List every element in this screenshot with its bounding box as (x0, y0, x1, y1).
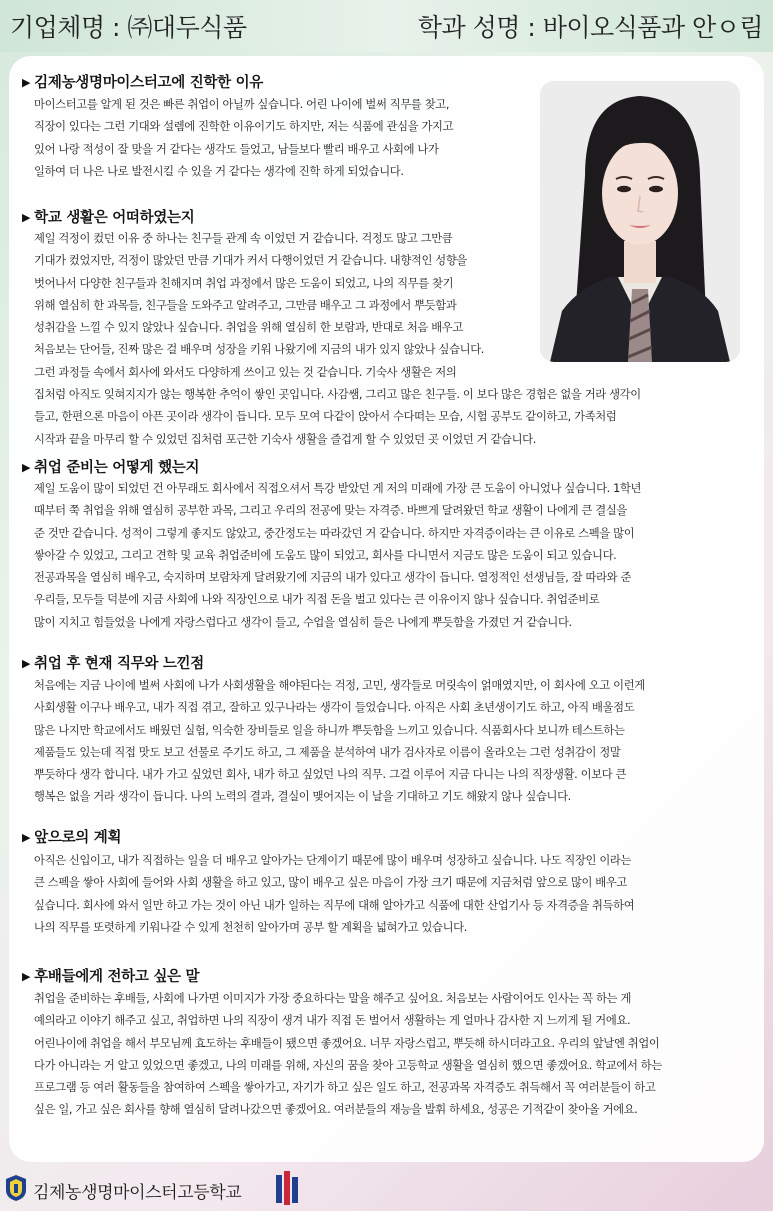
triangle-bullet-icon: ▶ (22, 211, 31, 224)
school-name: 김제농생명마이스터고등학교 (33, 1183, 242, 1203)
triangle-bullet-icon: ▶ (22, 831, 31, 844)
section-body-current-job: 처음에는 지금 나이에 벌써 사회에 나가 사회생활을 해야된다는 걱정, 고민, 생각들로 머릿속이 얽매였지만, 이 회사에 오고 이런게 사회생활 이구나 배우고, 내가 직접 겪고, 잘하고 있구나라는 생각이 들었습니다. 아직은 사회 초년생이기도 하고, 아직 배울점도 많은 나지만 학교에서도 배웠던 실험, 익숙한 장비들로 일을 하니까 뿌듯함을 느끼고 있습니다. 식품회사다 보니까 테스트하는 제품들도 있는데 직접 맛도 보고 선물로 주기도 하고, 그 제품을 분석하여 내가 검사자로 이름이 올라오는 그런 성취감이 정말 뿌듯하다 생각 합니다. 내가 가고 싶었던 회사, 내가 하고 싶었던 나의 직무. 그걸 이루어 지금 다니는 나의 직장생활. 이보다 큰 행복은 없을 거라 생각이 듭니다. 나의 노력의 결과, 결실이 맺어지는 이 날을 기대하고 기도 해왔지 않나 싶습니다. (34, 679, 645, 804)
triangle-bullet-icon: ▶ (22, 970, 31, 983)
section-body-job-prep: 제일 도움이 많이 되었던 건 아무래도 회사에서 직접오셔서 특강 받았던 게 저의 미래에 가장 큰 도움이 아니었나 싶습니다. 1학년 때부터 쭉 취업을 위해 열심히 공부한 과목, 그리고 우리의 전공에 맞는 자격증. 바쁘게 달려왔던 학교 생활이 나에게 큰 결실을 준 것만 같습니다. 성적이 그렇게 좋지도 않았고, 중간정도는 따라갔던 거 같습니다. 하지만 자격증이라는 큰 이유로 스펙을 많이 쌓아갈 수 있었고, 그리고 견학 및 교육 취업준비에 도움도 많이 되었고, 회사를 다니면서 지금도 많은 도움이 되고 있습니다. 전공과목을 열심히 배우고, 숙지하며 보람차게 달려왔기에 지금의 내가 있다고 생각이 듭니다. 열정적인 선생님들, 잘 따라와 준 우리들, 모두들 덕분에 지금 사회에 나와 직장인으로 내가 직접 돈을 벌고 있다는 큰 이유이지 않나 싶습니다. 취업준비로 많이 지치고 힘들었을 나에게 자랑스럽다고 생각이 들고, 수업을 열심히 들은 나에게 뿌듯함을 가졌던 거 같습니다. (34, 482, 642, 629)
company-name: 기업체명 : ㈜대두식품 (10, 13, 247, 42)
section-body-advice: 취업을 준비하는 후배들, 사회에 나가면 이미지가 가장 중요하다는 말을 해주고 싶어요. 처음보는 사람이어도 인사는 꼭 하는 게 예의라고 이야기 해주고 싶고, 취업하면 나의 직장이 생겨 내가 직접 돈 벌어서 생활하는 게 얼마나 감사한 지 느끼게 될 거에요. 어린나이에 취업을 해서 부모님께 효도하는 후배들이 됐으면 좋겠어요. 너무 자랑스럽고, 뿌듯해 하시더라고요. 우리의 앞날엔 취업이 다가 아니라는 거 알고 있었으면 좋겠고, 나의 미래를 위해, 자신의 꿈을 찾아 고등학교 생활을 열심히 했으면 좋겠어요. 학교에서 하는 프로그램 등 여러 활동들을 참여하여 스펙을 쌓아가고, 자기가 하고 싶은 일도 하고, 전공과목 자격증도 취득해서 꼭 여러분들이 하고 싶은 일, 가고 싶은 회사를 향해 열심히 달려나갔으면 좋겠어요. 여러분들의 재능을 발휘 하세요, 성공은 기적같이 찾아올 거에요. (34, 992, 662, 1117)
triangle-bullet-icon: ▶ (22, 657, 31, 670)
student-info: 학과 성명 : 바이오식품과 안ㅇ림 (417, 13, 763, 42)
section-title-current-job: ▶ 취업 후 현재 직무와 느낀점 (22, 656, 204, 672)
school-symbol-icon (274, 1171, 300, 1205)
footer (0, 1166, 773, 1211)
school-emblem-icon (5, 1174, 27, 1202)
section-title-job-prep: ▶ 취업 준비는 어떻게 했는지 (22, 460, 200, 476)
section-title-future-plan: ▶ 앞으로의 계획 (22, 830, 122, 846)
header-bar (0, 0, 773, 52)
section-body-school-life: 제일 걱정이 컸던 이유 중 하나는 친구들 관계 속 이었던 거 같습니다. 걱정도 많고 그만큼 기대가 컸었지만, 걱정이 많았던 만큼 기대가 커서 다행이었던 거 같습니다. 내향적인 성향을 벗어나서 다양한 친구들과 친해지며 취업 과정에서 많은 도움이 되었고, 나의 직무를 찾기 위해 열심히 한 과목들, 친구들을 도와주고 알려주고, 그만큼 배우고 그 과정에서 뿌듯함과 성취감을 느낄 수 있지 않았나 싶습니다. 취업을 위해 열심히 한 보람과, 반대로 처음 배우고 처음보는 단어들, 진짜 많은 걸 배우며 성장을 키워 나왔기에 지금의 내가 있지 않았나 싶습니다. 그런 과정들 속에서 회사에 와서도 다양하게 쓰이고 있는 것 같습니다. 기숙사 생활은 저의 집처럼 아직도 잊혀지지가 않는 행복한 추억이 쌓인 곳입니다. 사감쌤, 그리고 많은 친구들. 이 보다 많은 경험은 없을 거라 생각이 들고, 한편으론 마음이 아픈 곳이라 생각이 듭니다. 모두 모여 다같이 앉아서 수다떠는 모습, 시험 공부도 같이하고, 가족처럼 시작과 끝을 마무리 할 수 있었던 집처럼 포근한 기숙사 생활을 즐겁게 할 수 있었던 곳 이었던 거 같습니다. (34, 232, 641, 446)
section-title-advice: ▶ 후배들에게 전하고 싶은 말 (22, 969, 200, 985)
section-body-reason: 마이스터고를 알게 된 것은 빠른 취업이 아닐까 싶습니다. 어린 나이에 벌써 직무를 찾고, 직장이 있다는 그런 기대와 설렘에 진학한 이유이기도 하지만, 저는 식품에 관심을 가지고 있어 나랑 적성이 잘 맞을 거 같다는 생각도 들었고, 남들보다 빨리 배우고 사회에 나가 일하여 더 나은 나로 발전시킬 수 있을 거 같다는 생각에 진학 하게 되었습니다. (34, 98, 454, 178)
section-title-reason: ▶ 김제농생명마이스터고에 진학한 이유 (22, 75, 263, 91)
triangle-bullet-icon: ▶ (22, 461, 31, 474)
section-title-school-life: ▶ 학교 생활은 어떠하였는지 (22, 210, 195, 226)
triangle-bullet-icon: ▶ (22, 76, 31, 89)
section-body-future-plan: 아직은 신입이고, 내가 직접하는 일을 더 배우고 알아가는 단계이기 때문에 많이 배우며 성장하고 싶습니다. 나도 직장인 이라는 큰 스펙을 쌓아 사회에 들어와 사회 생활을 하고 있고, 많이 배우고 싶은 마음이 가장 크기 때문에 지금처럼 앞으로 많이 배우고 싶습니다. 회사에 와서 일만 하고 가는 것이 아닌 내가 일하는 직무에 대해 알아가고 식품에 대한 산업기사 등 자격증을 취득하여 나의 직무를 또렷하게 키워나갈 수 있게 천천히 알아가며 공부 할 계획을 넓혀가고 있습니다. (34, 854, 635, 934)
